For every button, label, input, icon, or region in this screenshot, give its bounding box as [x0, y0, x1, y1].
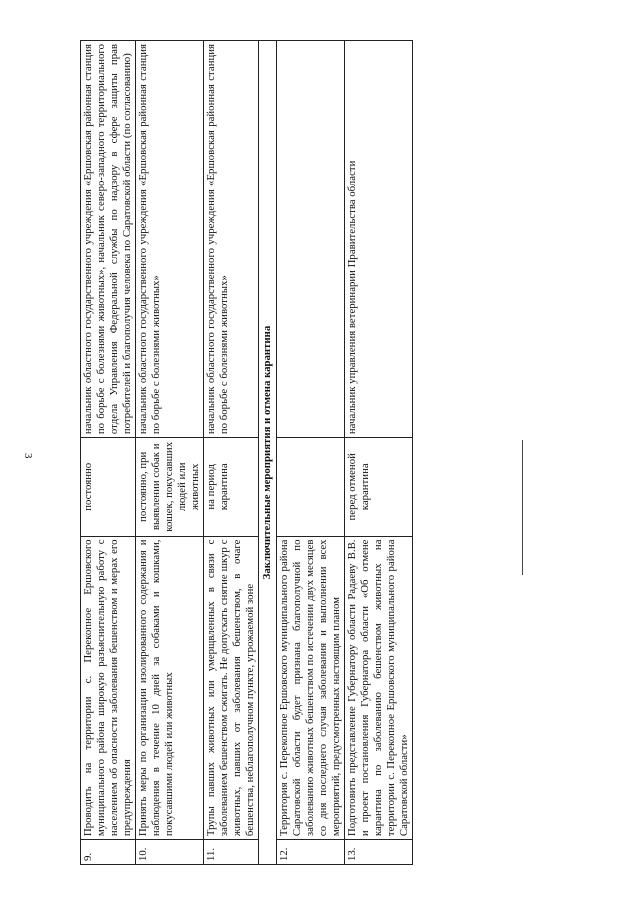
- responsible-cell: начальник управления ветеринарии Правительства области: [345, 41, 413, 438]
- section-title: Заключительные мероприятия и отмена карантина: [259, 41, 277, 865]
- table-row: [81, 41, 136, 865]
- row-number: 11.: [204, 840, 259, 865]
- term-cell: постоянно, при выявлении собак и кошек, покусавших людей или животных: [136, 438, 204, 536]
- row-number: 13.: [345, 840, 413, 865]
- section-row: [259, 41, 277, 865]
- page-number: 3: [22, 453, 34, 459]
- responsible-cell: начальник областного государственного учреждения «Ершовская районная станция по борьбе с болезнями животных», начальник северо-западного территориального отдела Управления Федеральной службы по надзору в сфере защиты прав потребителей и благополучия человека по Саратовской области (по согласованию): [81, 41, 136, 438]
- table-row: [204, 41, 259, 865]
- action-cell: Трупы павших животных или умерщвленных в связи с заболеванием бешенством сжигать. Не допускать снятие шкур с животных, павших от заболевания бешенством, в очаге бешенства, неблагополучном пункте, угрожаемой зоне: [204, 536, 259, 840]
- term-cell: перед отменой карантина: [345, 438, 413, 536]
- term-cell: на период карантина: [204, 438, 259, 536]
- action-cell: Территория с. Перекопное Ершовского муниципального района Саратовской области будет признана благополучной по заболеванию животных бешенством по истечении двух месяцев со дня последнего случая заболевания и выполнении всех мероприятий, предусмотренных настоящим планом: [277, 536, 345, 840]
- table-row: [136, 41, 204, 865]
- action-cell: Подготовить представление Губернатору области Радаеву В.В. и проект постановления Губернатора области «Об отмене карантина по заболеванию бешенством животных на территории с. Перекопное Ершовского муниципального района Саратовской области»: [345, 536, 413, 840]
- action-cell: Проводить на территории с. Перекопное Ершовского муниципального района широкую разъяснительную работу с населением об опасности заболевания бешенством и мерах его предупреждения: [81, 536, 136, 840]
- row-number: 9.: [81, 840, 136, 865]
- responsible-cell: начальник областного государственного учреждения «Ершовская районная станция по борьбе с болезнями животных»: [136, 41, 204, 438]
- responsible-cell: [277, 41, 345, 438]
- row-number: 12.: [277, 840, 345, 865]
- action-cell: Принять меры по организации изолированного содержания и наблюдения в течение 10 дней за собаками и кошками, покусавшими людей или животных: [136, 536, 204, 840]
- separator-line: [522, 440, 523, 575]
- term-cell: [277, 438, 345, 536]
- plan-table: [80, 40, 413, 865]
- responsible-cell: начальник областного государственного учреждения «Ершовская районная станция по борьбе с болезнями животных»: [204, 41, 259, 438]
- term-cell: постоянно: [81, 438, 136, 536]
- row-number: 10.: [136, 840, 204, 865]
- table-row: [277, 41, 345, 865]
- table-row: [345, 41, 413, 865]
- plan-table-sheet: [80, 40, 500, 865]
